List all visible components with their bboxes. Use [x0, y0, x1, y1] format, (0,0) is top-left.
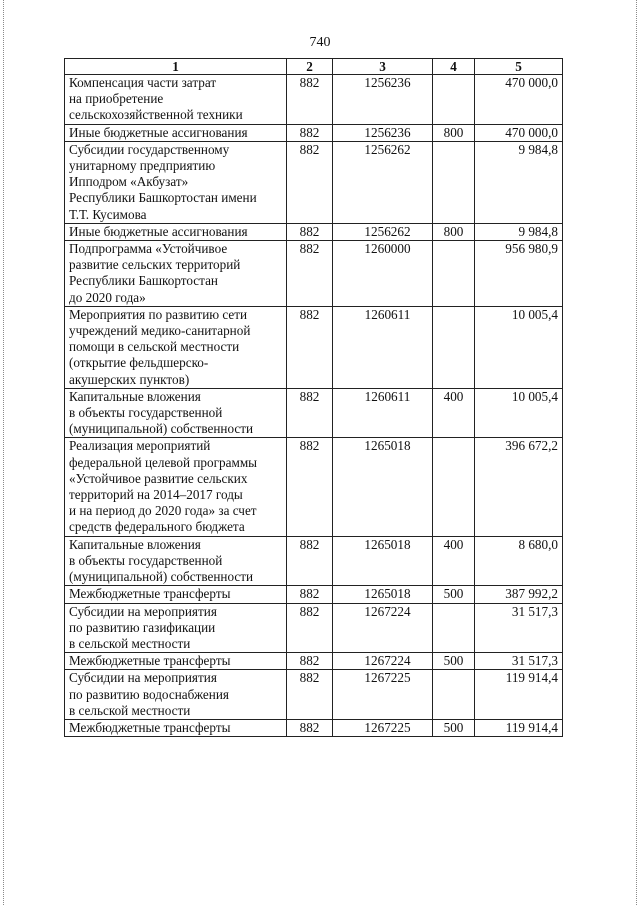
cell-name	[65, 75, 287, 125]
cell-name-line: на приобретение	[69, 91, 164, 107]
column-header-3: 3	[333, 59, 433, 75]
table-row	[65, 670, 563, 720]
cell-ministry-code: 882	[287, 141, 333, 223]
cell-expense-type	[433, 670, 475, 720]
table-header-row	[65, 59, 563, 75]
cell-name-line: акушерских пунктов)	[69, 371, 190, 387]
cell-ministry-code: 882	[287, 241, 333, 307]
table-row	[65, 241, 563, 307]
cell-expense-type: 500	[433, 653, 475, 670]
cell-name-line: Компенсация части затрат	[69, 75, 217, 90]
cell-target-code: 1265018	[333, 536, 433, 586]
cell-target-code: 1267225	[333, 670, 433, 720]
cell-name-line: (открытие фельдшерско-	[69, 355, 209, 371]
cell-ministry-code: 882	[287, 670, 333, 720]
cell-amount: 10 005,4	[475, 388, 563, 438]
table-row	[65, 586, 563, 603]
cell-expense-type: 800	[433, 124, 475, 141]
cell-name-line: Межбюджетные трансферты	[69, 719, 231, 735]
cell-name-line: в сельской местности	[69, 702, 191, 718]
scan-edge-right	[636, 0, 637, 905]
cell-name-line: развитие сельских территорий	[69, 257, 241, 273]
cell-ministry-code: 882	[287, 719, 333, 736]
cell-amount: 470 000,0	[475, 75, 563, 125]
cell-target-code: 1267224	[333, 653, 433, 670]
cell-ministry-code: 882	[287, 603, 333, 653]
cell-name	[65, 670, 287, 720]
cell-ministry-code: 882	[287, 223, 333, 240]
cell-name-line: унитарному предприятию	[69, 158, 216, 174]
cell-name	[65, 141, 287, 223]
budget-table	[64, 58, 563, 737]
cell-name-line: в объекты государственной	[69, 405, 223, 421]
cell-target-code: 1267225	[333, 719, 433, 736]
cell-expense-type	[433, 306, 475, 388]
column-header-4: 4	[433, 59, 475, 75]
cell-name-line: Межбюджетные трансферты	[69, 586, 231, 602]
cell-name-line: Иные бюджетные ассигнования	[69, 124, 248, 140]
cell-amount: 119 914,4	[475, 670, 563, 720]
cell-expense-type	[433, 75, 475, 125]
cell-ministry-code: 882	[287, 653, 333, 670]
cell-name-line: Республики Башкортостан	[69, 273, 218, 289]
table-row	[65, 719, 563, 736]
cell-name-line: Субсидии государственному	[69, 141, 230, 157]
table-row	[65, 306, 563, 388]
cell-amount: 31 517,3	[475, 603, 563, 653]
column-header-2: 2	[287, 59, 333, 75]
cell-name-line: Мероприятия по развитию сети	[69, 306, 248, 322]
table-row	[65, 223, 563, 240]
cell-amount: 9 984,8	[475, 141, 563, 223]
cell-name-line: «Устойчивое развитие сельских	[69, 470, 248, 486]
table-row	[65, 603, 563, 653]
table-row	[65, 653, 563, 670]
cell-name-line: федеральной целевой программы	[69, 454, 258, 470]
cell-name-line: Капитальные вложения	[69, 388, 201, 404]
cell-name	[65, 223, 287, 240]
cell-name-line: (муниципальной) собственности	[69, 569, 254, 585]
cell-amount: 396 672,2	[475, 438, 563, 536]
page-number: 740	[309, 35, 331, 50]
cell-target-code: 1260611	[333, 388, 433, 438]
cell-name-line: Субсидии на мероприятия	[69, 603, 217, 619]
cell-target-code: 1256262	[333, 223, 433, 240]
cell-name-line: Подпрограмма «Устойчивое	[69, 241, 228, 257]
cell-name-line: в объекты государственной	[69, 552, 223, 568]
cell-name-line: (муниципальной) собственности	[69, 421, 254, 437]
cell-name-line: Субсидии на мероприятия	[69, 670, 217, 686]
cell-amount: 9 984,8	[475, 223, 563, 240]
cell-name	[65, 536, 287, 586]
cell-name-line: до 2020 года»	[69, 289, 146, 305]
cell-ministry-code: 882	[287, 306, 333, 388]
cell-expense-type	[433, 438, 475, 536]
column-header-5: 5	[475, 59, 563, 75]
cell-ministry-code: 882	[287, 75, 333, 125]
scan-edge-left	[3, 0, 4, 905]
cell-ministry-code: 882	[287, 536, 333, 586]
cell-expense-type: 800	[433, 223, 475, 240]
cell-target-code: 1256262	[333, 141, 433, 223]
cell-expense-type: 500	[433, 719, 475, 736]
cell-name	[65, 306, 287, 388]
table-body	[65, 75, 563, 737]
cell-name-line: в сельской местности	[69, 635, 191, 651]
cell-name-line: учреждений медико-санитарной	[69, 323, 251, 339]
cell-name-line: сельскохозяйственной техники	[69, 107, 243, 123]
table-row	[65, 141, 563, 223]
cell-target-code: 1265018	[333, 438, 433, 536]
cell-target-code: 1265018	[333, 586, 433, 603]
cell-expense-type	[433, 241, 475, 307]
cell-target-code: 1260000	[333, 241, 433, 307]
table-row	[65, 75, 563, 125]
cell-ministry-code: 882	[287, 586, 333, 603]
cell-target-code: 1256236	[333, 75, 433, 125]
cell-name-line: Реализация мероприятий	[69, 438, 211, 454]
table-row	[65, 388, 563, 438]
cell-expense-type: 500	[433, 586, 475, 603]
cell-amount: 10 005,4	[475, 306, 563, 388]
cell-name-line: Т.Т. Кусимова	[69, 206, 147, 222]
cell-name-line: по развитию газификации	[69, 619, 216, 635]
table-row	[65, 536, 563, 586]
cell-name-line: Республики Башкортостан имени	[69, 190, 257, 206]
cell-amount: 8 680,0	[475, 536, 563, 586]
cell-name-line: по развитию водоснабжения	[69, 686, 229, 702]
cell-target-code: 1256236	[333, 124, 433, 141]
cell-expense-type	[433, 141, 475, 223]
cell-name	[65, 653, 287, 670]
cell-expense-type: 400	[433, 388, 475, 438]
cell-name-line: Ипподром «Акбузат»	[69, 174, 189, 190]
cell-name-line: территорий на 2014–2017 годы	[69, 487, 243, 503]
cell-target-code: 1260611	[333, 306, 433, 388]
table-row	[65, 124, 563, 141]
cell-target-code: 1267224	[333, 603, 433, 653]
cell-name	[65, 438, 287, 536]
cell-amount: 956 980,9	[475, 241, 563, 307]
cell-ministry-code: 882	[287, 438, 333, 536]
cell-expense-type: 400	[433, 536, 475, 586]
cell-name	[65, 586, 287, 603]
cell-amount: 119 914,4	[475, 719, 563, 736]
cell-amount: 470 000,0	[475, 124, 563, 141]
cell-name-line: средств федерального бюджета	[69, 519, 245, 535]
cell-expense-type	[433, 603, 475, 653]
cell-name-line: Иные бюджетные ассигнования	[69, 223, 248, 239]
cell-amount: 387 992,2	[475, 586, 563, 603]
cell-name-line: Капитальные вложения	[69, 536, 201, 552]
cell-name	[65, 124, 287, 141]
cell-name-line: и на период до 2020 года» за счет	[69, 503, 257, 519]
cell-name	[65, 719, 287, 736]
cell-name	[65, 603, 287, 653]
cell-name	[65, 241, 287, 307]
cell-name	[65, 388, 287, 438]
cell-ministry-code: 882	[287, 388, 333, 438]
cell-amount: 31 517,3	[475, 653, 563, 670]
cell-name-line: Межбюджетные трансферты	[69, 653, 231, 669]
cell-ministry-code: 882	[287, 124, 333, 141]
column-header-1: 1	[65, 59, 287, 75]
table-row	[65, 438, 563, 536]
cell-name-line: помощи в сельской местности	[69, 339, 240, 355]
